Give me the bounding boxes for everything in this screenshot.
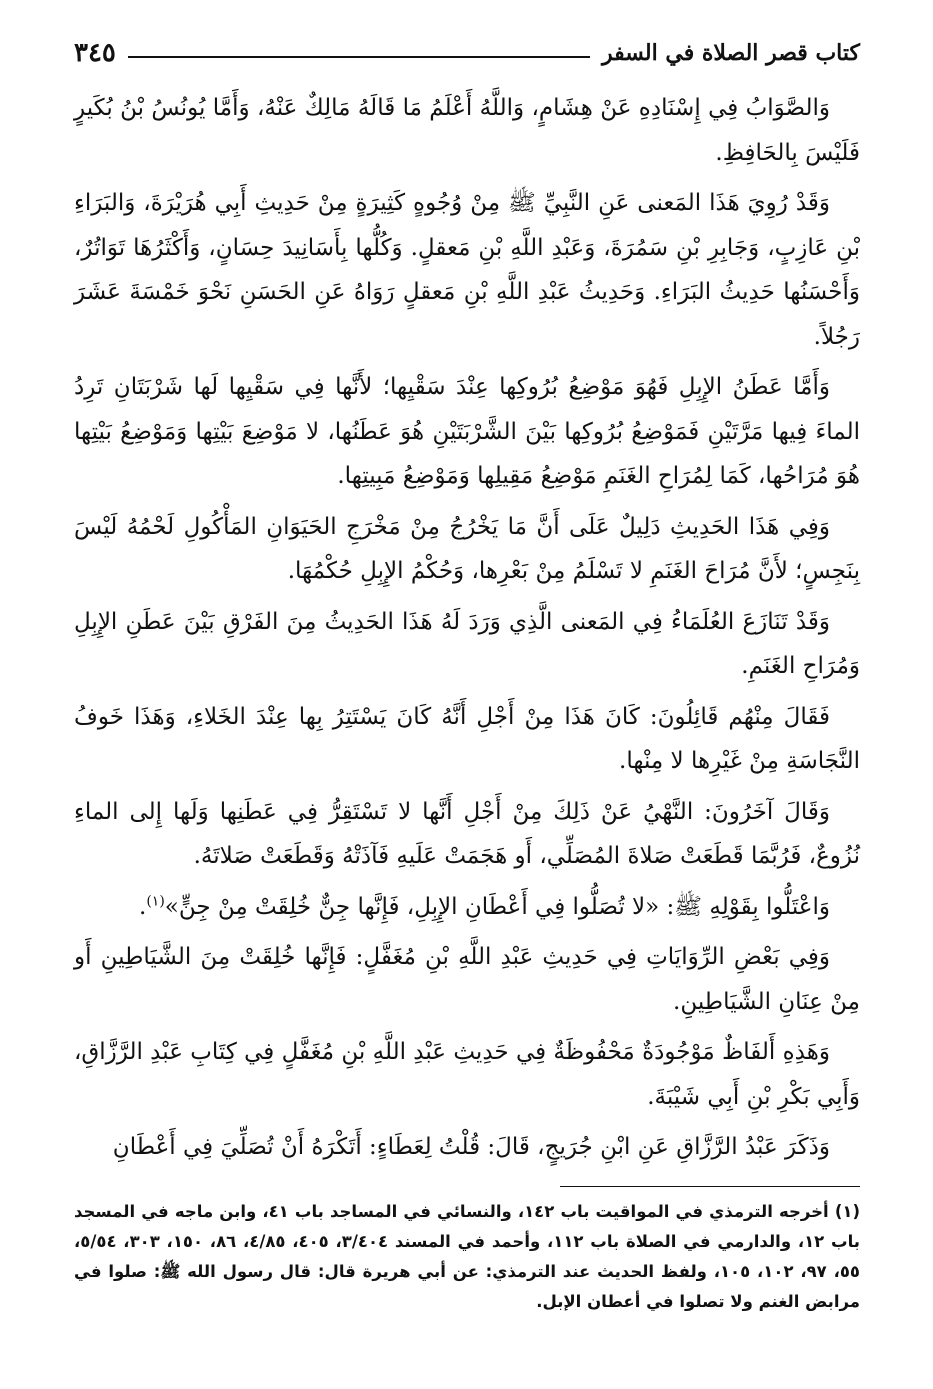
running-title: كتاب قصر الصلاة في السفر bbox=[601, 40, 860, 66]
paragraph: وَفِي هَذَا الحَدِيثِ دَلِيلٌ عَلَى أَنَّ مَا يَخْرُجُ مِنْ مَخْرَجِ الحَيَوَانِ المَأْكُولِ لَحْمُهُ لَيْسَ بِنَجِسٍ؛ لأَنَّ مُرَاحَ الغَنَمِ لا تَسْلَمُ مِنْ بَعْرِها، وَحُكْمُ الإِبِلِ حُكْمُهَا. bbox=[74, 513, 860, 584]
paragraph: فَقَالَ مِنْهُم قَائِلُونَ: كَانَ هَذَا مِنْ أَجْلِ أَنَّهُ كَانَ يَسْتَتِرُ بِها عِنْدَ الخَلاءِ، وَهَذَا خَوفُ النَّجَاسَةِ مِنْ غَيْرِها لا مِنْها. bbox=[74, 703, 860, 774]
footnote: (١) أخرجه الترمذي في المواقيت باب ١٤٢، والنسائي في المساجد باب ٤١، وابن ماجه في المسجد باب ١٢، والدارمي في الصلاة باب ١١٢، وأحمد في المسند ٣/٤٠٤، ٤٠٥، ٤/٨٥، ٨٦، ١٥٠، ٣٠٣، ٥/٥٤، ٥٥، ٩٧، ١٠٢، ١٠٥، ولفظ الحديث عند الترمذي: عن أبي هريرة قال: قال رسول الله ﷺ: صلوا في مرابض الغنم ولا تصلوا في أعطان الإبل. bbox=[74, 1201, 861, 1311]
paragraph-with-footnote bbox=[74, 885, 860, 930]
paragraph: وَهَذِهِ أَلفَاظٌ مَوْجُودَةٌ مَحْفُوظَةٌ فِي حَدِيثِ عَبْدِ اللَّهِ بْنِ مُغَفَّلٍ فِي كِتَابِ عَبْدِ الرَّزَّاقِ، وَأَبِي بَكْرِ بْنِ أَبِي شَيْبَةَ. bbox=[74, 1039, 860, 1110]
book-page bbox=[74, 28, 860, 1358]
paragraph: وَفِي بَعْضِ الرِّوَايَاتِ فِي حَدِيثِ عَبْدِ اللَّهِ بْنِ مُغَفَّلٍ: فَإِنَّها خُلِقَتْ مِنَ الشَّيَاطِينِ أَو مِنْ عِنَانِ الشَّيَاطِينِ. bbox=[74, 944, 860, 1015]
main-text bbox=[74, 86, 860, 1170]
paragraph: وَذَكَرَ عَبْدُ الرَّزَّاقِ عَنِ ابْنِ جُرَيجٍ، قَالَ: قُلْتُ لِعَطَاءٍ: أَتَكْرَهُ أَنْ تُصَلِّيَ فِي أَعْطَانِ bbox=[112, 1134, 830, 1160]
paragraph: وَقَدْ تَنَازَعَ العُلَمَاءُ فِي المَعنى الَّذِي وَرَدَ لَهُ هَذَا الحَدِيثُ مِنَ الفَرْقِ بَيْنَ عَطَنِ الإِبِلِ وَمُرَاحِ الغَنَمِ. bbox=[74, 608, 860, 679]
paragraph-text: وَاعْتَلُّوا بِقَوْلِهِ ﷺ: «لا تُصَلُّوا فِي أَعْطَانِ الإِبِلِ، فَإِنَّها جِنٌّ خُلِقَتْ مِنْ جِنٍّ» bbox=[164, 893, 830, 920]
paragraph: وَقَالَ آخَرُونَ: النَّهْيُ عَنْ ذَلِكَ مِنْ أَجْلِ أَنَّها لا تَسْتَقِرُّ فِي عَطَنِها وَلَها إِلى الماءِ نُزُوعٌ، فَرُبَّمَا قَطَعَتْ صَلاةَ المُصَلِّي، أَو هَجَمَتْ عَلَيهِ فَآذَتْهُ وَقَطَعَتْ صَلاتَهُ. bbox=[74, 798, 860, 869]
paragraph: وَأَمَّا عَطَنُ الإِبِلِ فَهُوَ مَوْضِعُ بُرُوكِها عِنْدَ سَقْيِها؛ لأَنَّها فِي سَقْيِها لَها شَرْبَتَانِ تَرِدُ الماءَ فِيها مَرَّتَيْنِ فَمَوْضِعُ بُرُوكِها بَيْنَ الشَّرْبَتَيْنِ هُوَ عَطَنُها، لا مَوْضِعَ بَيْتِها وَمَوْضِعُ بَيْتِها هُوَ مُرَاحُها، كَمَا لِمُرَاحِ الغَنَمِ مَوْضِعُ مَقِيلِها وَمَوْضِعُ مَبِيتِها. bbox=[74, 374, 860, 489]
footnote-divider bbox=[560, 1186, 860, 1187]
paragraph: وَقَدْ رُوِيَ هَذَا المَعنى عَنِ النَّبِيِّ ﷺ مِنْ وُجُوهٍ كَثِيرَةٍ مِنْ حَدِيثِ أَبِي هُرَيْرَةَ، وَالبَرَاءِ بْنِ عَازِبٍ، وَجَابِرِ بْنِ سَمُرَةَ، وَعَبْدِ اللَّهِ بْنِ مَعقلٍ. وَكُلُّها بِأَسَانِيدَ حِسَانٍ، وَأَكْثَرُهَا تَوَاتُرٌ، وَأَحْسَنُها حَدِيثُ البَرَاءِ. وَحَدِيثُ عَبْدِ اللَّهِ بْنِ مَعقلٍ رَوَاهُ عَنِ الحَسَنِ نَحْوَ خَمْسَةَ عَشَرَ رَجُلاً. bbox=[74, 190, 860, 350]
footnotes bbox=[74, 1197, 860, 1317]
paragraph: وَالصَّوَابُ فِي إِسْنَادِهِ عَنْ هِشَامٍ، وَاللَّهُ أَعْلَمُ مَا قَالَهُ مَالِكٌ عَنْهُ، وَأَمَّا يُونُسُ بْنُ بُكَيرٍ فَلَيْسَ بِالحَافِظِ. bbox=[74, 95, 860, 166]
page-number: ٣٤٥ bbox=[74, 38, 116, 68]
footnote-reference[interactable]: (١) bbox=[146, 892, 165, 909]
paragraph-end: . bbox=[139, 893, 147, 920]
header-rule bbox=[128, 56, 590, 58]
page-header bbox=[74, 28, 860, 68]
